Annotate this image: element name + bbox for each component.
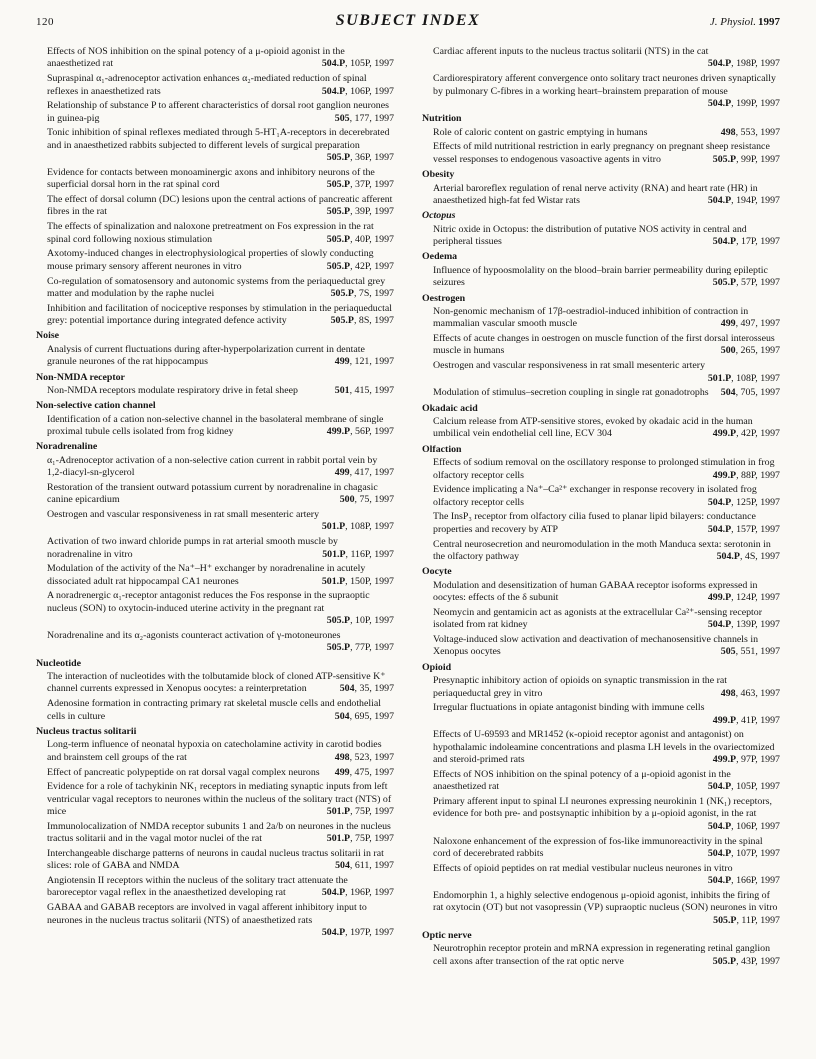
index-heading: Oocyte <box>422 566 452 578</box>
index-heading: Noise <box>36 330 60 342</box>
index-entry <box>422 73 780 110</box>
index-entry <box>422 360 780 385</box>
entry-ref: 499, 475, 1997 <box>334 766 394 778</box>
index-entry <box>36 414 394 439</box>
index-entry <box>36 385 394 397</box>
index-entry <box>36 248 394 273</box>
index-entry <box>422 796 780 833</box>
entry-ref: 499.P, 88P, 1997 <box>712 469 780 481</box>
entry-ref: 505.P, 7S, 1997 <box>330 287 394 299</box>
entry-ref: 504.P, 199P, 1997 <box>707 97 780 109</box>
index-entry <box>36 221 394 246</box>
index-entry <box>36 276 394 301</box>
entry-text: Presynaptic inhibitory action of opioids on synaptic transmission in the rat periaqueductal grey in vitro <box>433 675 728 699</box>
entry-ref: 499.P, 56P, 1997 <box>326 426 394 438</box>
index-entry <box>36 563 394 588</box>
index-heading: Opioid <box>422 661 452 673</box>
index-entry <box>422 580 780 605</box>
index-entry <box>422 675 780 700</box>
index-heading: Noradrenaline <box>36 441 98 453</box>
index-heading: Oedema <box>422 251 458 263</box>
entry-ref: 504.P, 125P, 1997 <box>707 496 780 508</box>
index-entry <box>36 482 394 507</box>
entry-ref: 501.P, 108P, 1997 <box>707 372 780 384</box>
entry-ref: 498, 463, 1997 <box>720 687 780 699</box>
entry-text: Noradrenaline and its α₂-agonists counteract activation of γ-motoneurones <box>47 629 341 641</box>
entry-text: Immunolocalization of NMDA receptor subunits 1 and 2a/b on neurones in the nucleus tractus solitarii and in the vagal motor nuclei of the rat <box>47 820 391 845</box>
entry-text: Central neurosecretion and neuromodulation in the moth Manduca sexta: serotonin in the olfactory pathway <box>433 538 771 562</box>
entry-ref: 505.P, 40P, 1997 <box>326 233 394 245</box>
entry-text: α₁-Adrenoceptor activation of a non-selective cation current in rabbit portal vein by 1,2-diacyl-sn-glycerol <box>47 454 378 479</box>
index-entry <box>36 455 394 480</box>
entry-ref: 504.P, 105P, 1997 <box>321 58 394 70</box>
index-entry <box>36 536 394 561</box>
entry-text: Evidence for a role of tachykinin NK₁ receptors in mediating synaptic inputs from left ventricular vagal receptors to neurones within the nucleus of the solitary tract (NTS) of mice <box>47 781 392 818</box>
entry-text: Inhibition and facilitation of nociceptive responses by stimulation in the periaqueductal grey: potential importance during integrated defence activity <box>47 302 392 327</box>
journal-year: 1997 <box>758 16 780 28</box>
entry-text: The effects of spinalization and naloxone pretreatment on Fos expression in the rat spinal cord following noxious stimulation <box>47 221 374 245</box>
entry-text: Voltage-induced slow activation and deactivation of mechanosensitive channels in Xenopus oocytes <box>433 634 759 658</box>
entry-ref: 504.P, 194P, 1997 <box>707 194 780 206</box>
page-title: SUBJECT INDEX <box>335 12 481 29</box>
index-heading: Okadaic acid <box>422 402 478 414</box>
index-entry <box>36 194 394 219</box>
entry-text: Effects of NOS inhibition on the spinal potency of a μ-opioid agonist in the anaesthetized rat <box>47 46 345 70</box>
entry-ref: 504.P, 106P, 1997 <box>321 85 394 97</box>
entry-text: Effects of U-69593 and MR1452 (κ-opioid receptor agonist and antagonist) on hypothalamic indoleamine concentrations and plasma LH levels in the ovariectomized and steroid-primed rats <box>433 729 775 766</box>
entry-text: Role of caloric content on gastric emptying in humans <box>433 126 648 138</box>
index-entry <box>36 781 394 818</box>
index-heading: Nucleotide <box>36 657 81 669</box>
entry-ref: 505.P, 57P, 1997 <box>712 277 780 289</box>
entry-ref: 499, 417, 1997 <box>334 467 394 479</box>
entry-text: Oestrogen and vascular responsiveness in rat small mesenteric artery <box>433 360 706 372</box>
index-entry <box>36 73 394 98</box>
index-entry <box>422 484 780 509</box>
entry-ref: 498, 523, 1997 <box>334 751 394 763</box>
entry-ref: 505.P, 37P, 1997 <box>326 179 394 191</box>
entry-ref: 501, 415, 1997 <box>334 384 394 396</box>
index-entry <box>422 836 780 861</box>
page-number: 120 <box>36 16 54 28</box>
entry-ref: 501.P, 108P, 1997 <box>321 521 394 533</box>
entry-text: Effects of sodium removal on the oscillatory response to prolonged stimulation in frog olfactory receptor cells <box>433 457 775 481</box>
entry-ref: 499.P, 124P, 1997 <box>707 592 780 604</box>
entry-ref: 505.P, 43P, 1997 <box>712 955 780 967</box>
index-entry <box>36 821 394 846</box>
entry-text: Endomorphin 1, a highly selective endogenous μ-opioid agonist, inhibits the firing of rat oxytocin (OT) but not vasopressin (VP) supraoptic nucleus (SON) neurones in vitro <box>433 889 778 914</box>
index-entry <box>36 630 394 655</box>
entry-ref: 504.P, 157P, 1997 <box>707 523 780 535</box>
index-heading: Nutrition <box>422 113 462 125</box>
index-entry <box>36 127 394 164</box>
journal-name: J. Physiol. <box>709 16 756 28</box>
entry-text: Irregular fluctuations in opiate antagonist binding with immune cells <box>433 702 705 714</box>
index-entry <box>422 333 780 358</box>
index-entry <box>422 863 780 888</box>
index-entry <box>36 671 394 696</box>
entry-text: Cardiorespiratory afferent convergence onto solitary tract neurones driven synaptically by pulmonary C-fibres in a working heart–brainstem preparation of mouse <box>433 73 776 97</box>
entry-text: Identification of a cation non-selective channel in the basolateral membrane of single proximal tubule cells isolated from frog kidney <box>47 413 384 438</box>
entry-ref: 504.P, 198P, 1997 <box>707 58 780 70</box>
entry-ref: 504, 705, 1997 <box>720 387 780 399</box>
entry-text: Interchangeable discharge patterns of neurons in caudal nucleus tractus solitarii in rat slices: role of GABA and NMDA <box>47 847 384 872</box>
entry-ref: 504.P, 17P, 1997 <box>712 236 780 248</box>
index-entry <box>422 769 780 794</box>
index-entry <box>36 698 394 723</box>
index-heading: Nucleus tractus solitarii <box>36 726 137 737</box>
index-entry <box>422 265 780 290</box>
index-entry <box>422 127 780 139</box>
entry-text: Influence of hypoosmolality on the blood–brain barrier permeability during epileptic seizures <box>433 264 768 289</box>
entry-text: Long-term influence of neonatal hypoxia on catecholamine activity in carotid bodies and brainstem cell groups of the rat <box>47 739 382 763</box>
entry-ref: 499.P, 42P, 1997 <box>712 428 780 440</box>
index-entry <box>36 848 394 873</box>
index-entry <box>422 457 780 482</box>
index-entry <box>422 46 780 71</box>
entry-ref: 504.P, 105P, 1997 <box>707 781 780 793</box>
entry-ref: 504.P, 196P, 1997 <box>321 887 394 899</box>
entry-text: Evidence for contacts between monoaminergic axons and inhibitory neurons of the superficial dorsal horn in the rat spinal cord <box>47 166 375 191</box>
entry-ref: 500, 265, 1997 <box>720 345 780 357</box>
entry-text: Restoration of the transient outward potassium current by noradrenaline in chagasic canine epicardium <box>47 481 378 506</box>
entry-text: Neomycin and gentamicin act as agonists at the extracellular Ca²⁺-sensing receptor isolated from rat kidney <box>433 606 762 631</box>
entry-text: Nitric oxide in Octopus: the distribution of putative NOS activity in central and peripheral tissues <box>433 223 747 248</box>
index-entry <box>422 387 780 399</box>
index-entry <box>422 224 780 249</box>
index-entry <box>422 539 780 564</box>
journal-reference <box>660 16 780 28</box>
index-entry <box>422 183 780 208</box>
index-entry <box>422 141 780 166</box>
index-heading: Obesity <box>422 169 455 181</box>
index-entry <box>422 511 780 536</box>
entry-ref: 501.P, 150P, 1997 <box>321 575 394 587</box>
entry-text: GABAA and GABAB receptors are involved in vagal afferent inhibitory input to neurones in the nucleus tractus solitarii (NTS) of anaesthetized rats <box>47 902 367 926</box>
entry-text: The effect of dorsal column (DC) lesions upon the central actions of pancreatic afferent fibres in the rat <box>47 194 393 218</box>
entry-ref: 501.P, 116P, 1997 <box>322 548 394 560</box>
entry-text: Calcium release from ATP-sensitive stores, evoked by okadaic acid in the human umbilical vein endothelial cell line, ECV 304 <box>433 416 753 440</box>
entry-ref: 500, 75, 1997 <box>339 494 394 506</box>
entry-text: Cardiac afferent inputs to the nucleus tractus solitarii (NTS) in the cat <box>433 46 709 57</box>
index-entry <box>422 702 780 727</box>
index-entry <box>422 729 780 766</box>
entry-text: The InsP₃ receptor from olfactory cilia fused to planar lipid bilayers: conductance properties and recovery by ATP <box>433 511 756 535</box>
entry-text: Supraspinal α₁-adrenoceptor activation enhances α₂-mediated reduction of spinal reflexes in anaesthetized rats <box>47 73 367 97</box>
entry-text: Primary afferent input to spinal LI neurones expressing neurokinin 1 (NK₁) receptors, evidence for both pre- and postsynaptic inhibition by a μ-opioid agonist, in the rat <box>433 796 772 820</box>
entry-text: Activation of two inward chloride pumps in rat arterial smooth muscle by noradrenaline in vitro <box>47 536 338 560</box>
entry-text: Modulation of stimulus–secretion coupling in single rat gonadotrophs <box>433 387 709 399</box>
entry-ref: 504.P, 107P, 1997 <box>707 847 780 859</box>
entry-ref: 505.P, 77P, 1997 <box>326 642 394 654</box>
entry-ref: 499, 497, 1997 <box>720 318 780 330</box>
index-entry <box>36 509 394 534</box>
entry-text: Co-regulation of somatosensory and autonomic systems from the periaqueductal grey matter and modulation by the raphe nuclei <box>47 275 386 299</box>
entry-ref: 504.P, 166P, 1997 <box>707 875 780 887</box>
index-columns <box>36 46 780 971</box>
index-column-left <box>36 46 394 971</box>
index-heading: Olfaction <box>422 443 462 455</box>
entry-ref: 504.P, 4S, 1997 <box>716 551 780 562</box>
index-entry <box>422 416 780 441</box>
index-column-right <box>422 46 780 971</box>
index-heading: Non-NMDA receptor <box>36 371 125 383</box>
index-entry <box>36 767 394 779</box>
index-entry <box>422 943 780 968</box>
entry-text: The interaction of nucleotides with the tolbutamide block of cloned ATP-sensitive K⁺ channel currents expressed in Xenopus oocytes: a reinterpretation <box>47 671 386 695</box>
entry-text: Effects of mild nutritional restriction in early pregnancy on pregnant sheep resistance vessel responses to endogenous vasoactive agents in vitro <box>433 141 770 165</box>
entry-ref: 504, 35, 1997 <box>339 683 394 695</box>
entry-text: Modulation of the activity of the Na⁺–H⁺ exchanger by noradrenaline in acutely dissociated adult rat hippocampal CA1 neurones <box>47 563 366 587</box>
entry-text: Effect of pancreatic polypeptide on rat dorsal vagal complex neurons <box>47 766 320 778</box>
entry-text: Non-NMDA receptors modulate respiratory drive in fetal sheep <box>47 384 298 396</box>
entry-text: Adenosine formation in contracting primary rat skeletal muscle cells and endothelial cells in culture <box>47 698 381 722</box>
index-entry <box>36 167 394 192</box>
entry-ref: 504.P, 139P, 1997 <box>707 619 780 631</box>
entry-text: Naloxone enhancement of the expression of fos-like immunoreactivity in the spinal cord of decerebrated rabbits <box>433 835 763 859</box>
entry-ref: 505.P, 39P, 1997 <box>326 206 394 218</box>
index-entry <box>36 100 394 125</box>
entry-text: Oestrogen and vascular responsiveness in rat small mesenteric artery <box>47 509 320 521</box>
entry-text: Neurotrophin receptor protein and mRNA expression in regenerating retinal ganglion cell axons after transection of the rat optic nerve <box>433 943 771 967</box>
entry-ref: 504.P, 197P, 1997 <box>321 926 394 938</box>
index-entry <box>36 46 394 71</box>
entry-ref: 499.P, 97P, 1997 <box>712 754 780 766</box>
index-heading: Octopus <box>422 210 456 222</box>
entry-ref: 505.P, 8S, 1997 <box>330 315 394 327</box>
index-heading: Oestrogen <box>422 292 466 304</box>
entry-text: Angiotensin II receptors within the nucleus of the solitary tract attenuate the baroreceptor vagal reflex in the anaesthetized developing rat <box>47 875 348 899</box>
entry-ref: 499.P, 41P, 1997 <box>712 714 780 726</box>
index-entry <box>36 875 394 900</box>
entry-ref: 505.P, 11P, 1997 <box>713 914 780 926</box>
entry-text: Tonic inhibition of spinal reflexes mediated through 5-HT₁A-receptors in decerebrated and in anaesthetized rabbits subjected to different levels of surgical preparation <box>47 127 390 151</box>
entry-ref: 505, 551, 1997 <box>720 646 780 658</box>
entry-text: Arterial baroreflex regulation of renal nerve activity (RNA) and heart rate (HR) in anaesthetized high-fat fed Wistar rats <box>433 182 758 206</box>
entry-ref: 504, 611, 1997 <box>335 860 394 872</box>
index-heading: Non-selective cation channel <box>36 400 156 412</box>
index-entry <box>36 590 394 627</box>
entry-text: Effects of opioid peptides on rat medial vestibular nucleus neurones in vitro <box>433 862 733 874</box>
entry-text: Axotomy-induced changes in electrophysiological properties of slowly conducting mouse primary sensory afferent neurones in vitro <box>47 248 374 272</box>
entry-ref: 499, 121, 1997 <box>334 356 394 368</box>
entry-ref: 505.P, 99P, 1997 <box>712 153 780 165</box>
entry-text: Analysis of current fluctuations during after-hyperpolarization current in dentate granule neurones of the rat hippocampus <box>47 343 365 368</box>
entry-ref: 501.P, 75P, 1997 <box>326 833 394 845</box>
index-entry <box>36 902 394 939</box>
entry-ref: 505.P, 36P, 1997 <box>326 152 394 164</box>
index-entry <box>36 303 394 328</box>
entry-ref: 505.P, 10P, 1997 <box>326 615 394 627</box>
entry-ref: 505, 177, 1997 <box>334 112 394 124</box>
entry-text: Modulation and desensitization of human GABAA receptor isoforms expressed in oocytes: effects of the δ subunit <box>433 579 758 604</box>
entry-text: A noradrenergic α₁-receptor antagonist reduces the Fos response in the supraoptic nucleus (SON) to oxytocin-induced uterine activity in the pregnant rat <box>47 590 370 614</box>
entry-text: Relationship of substance P to afferent characteristics of dorsal root ganglion neurones in guinea-pig <box>47 100 389 124</box>
index-entry <box>36 344 394 369</box>
entry-text: Evidence implicating a Na⁺–Ca²⁺ exchanger in response recovery in isolated frog olfactory receptor cells <box>433 484 757 508</box>
entry-text: Non-genomic mechanism of 17β-oestradiol-induced inhibition of contraction in mammalian vascular smooth muscle <box>433 305 749 330</box>
index-entry <box>422 306 780 331</box>
index-entry <box>422 634 780 659</box>
entry-text: Effects of NOS inhibition on the spinal potency of a μ-opioid agonist in the anaesthetized rat <box>433 768 731 793</box>
index-entry <box>36 739 394 764</box>
entry-ref: 504, 695, 1997 <box>334 710 394 722</box>
entry-ref: 501.P, 75P, 1997 <box>326 806 394 818</box>
index-entry <box>422 890 780 927</box>
page-header <box>36 12 780 30</box>
entry-ref: 498, 553, 1997 <box>720 126 780 138</box>
entry-text: Effects of acute changes in oestrogen on muscle function of the first dorsal interosseus muscle in humans <box>433 333 775 357</box>
entry-ref: 504.P, 106P, 1997 <box>707 820 780 832</box>
index-heading: Optic nerve <box>422 930 472 942</box>
index-entry <box>422 607 780 632</box>
entry-ref: 505.P, 42P, 1997 <box>326 260 394 272</box>
